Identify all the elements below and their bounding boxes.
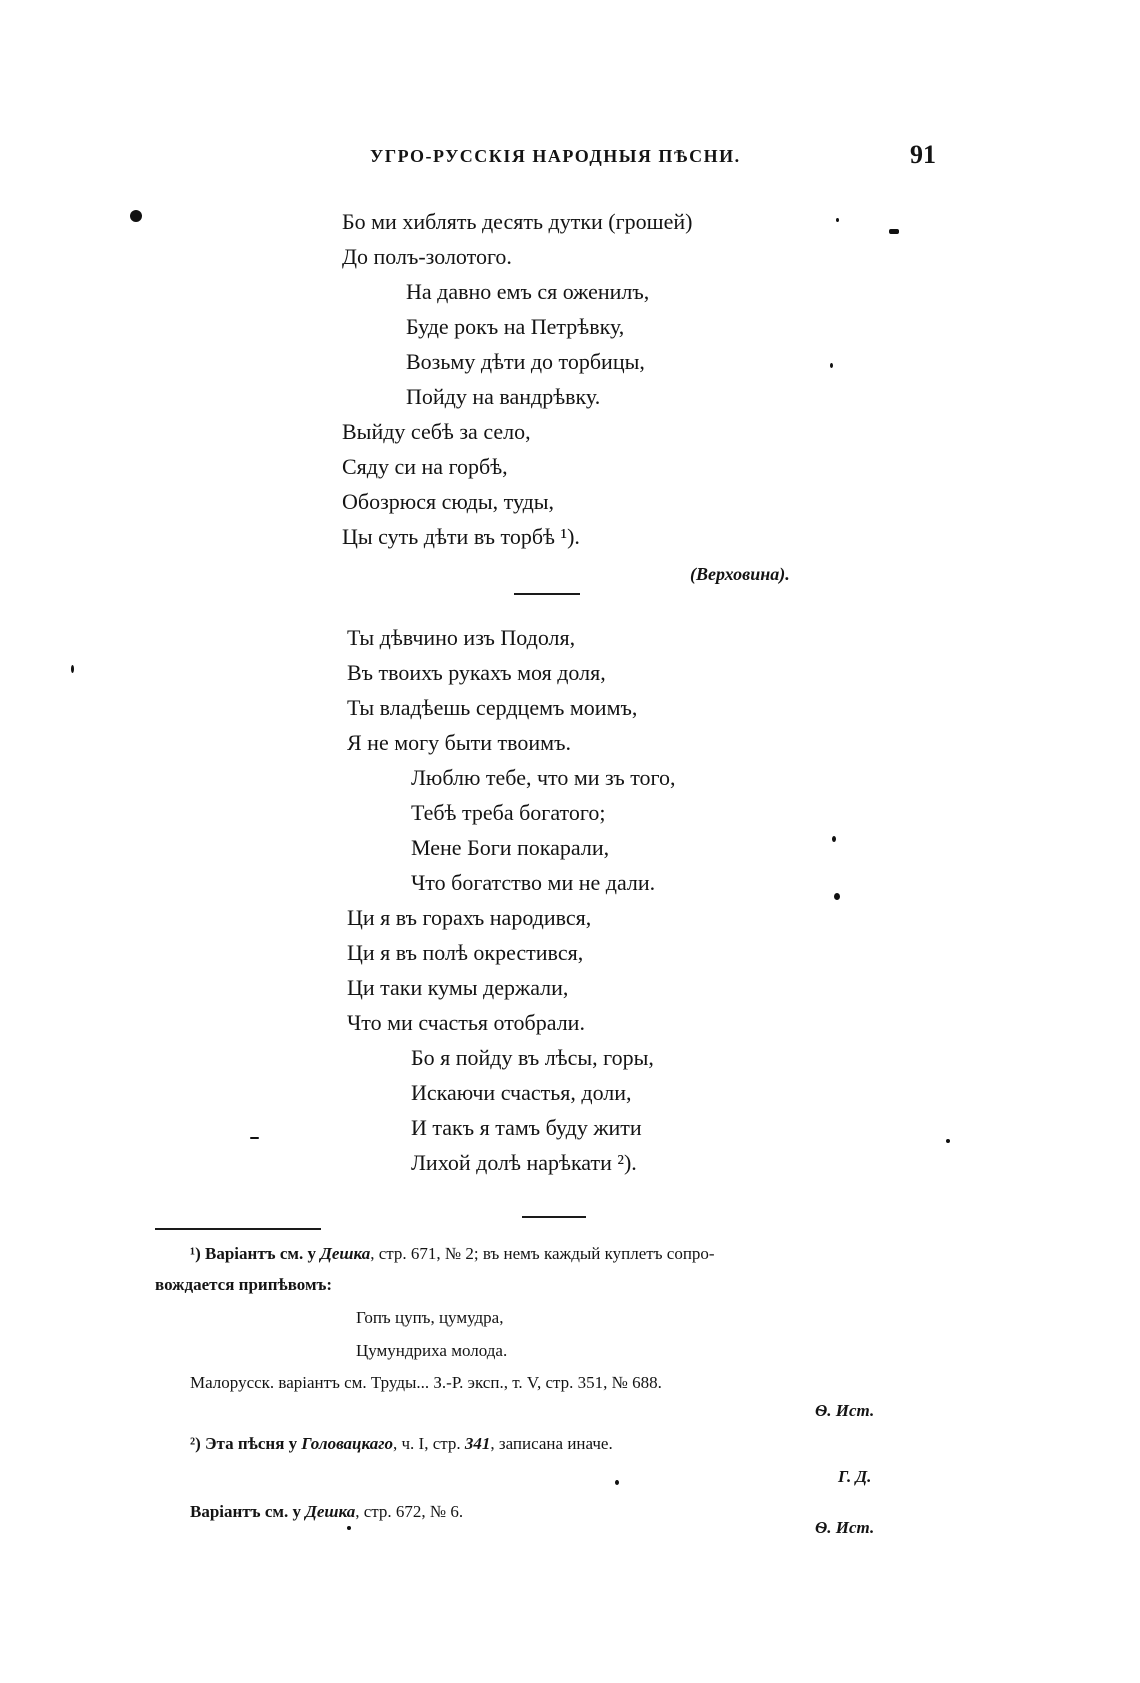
- poem2-line: Ци я въ горахъ народився,: [347, 905, 592, 930]
- poem2-line: И такъ я тамъ буду жити: [411, 1115, 642, 1140]
- footnote-3-author: Дешка: [305, 1502, 356, 1521]
- poem2-line: Люблю тебе, что ми зъ того,: [411, 765, 676, 790]
- poem-end-rule: [522, 1216, 586, 1218]
- page-number: 91: [910, 140, 936, 169]
- poem2-line: Искаючи счастья, доли,: [411, 1080, 632, 1105]
- poem1-line: Возьму дѣти до торбицы,: [406, 349, 645, 374]
- poem1-line: Бо ми хиблять десять дутки (грошей): [342, 209, 693, 234]
- footnote-2-sign: Г. Д.: [838, 1467, 872, 1486]
- footnote-1-line-2: вождается припѣвомъ:: [155, 1275, 333, 1294]
- scan-speck: [834, 893, 840, 900]
- poem1-line: Буде рокъ на Петрѣвку,: [406, 314, 625, 339]
- scan-speck: [889, 229, 899, 234]
- poem1-line: Пойду на вандрѣвку.: [406, 384, 601, 409]
- poem2-line: Бо я пойду въ лѣсы, горы,: [411, 1045, 654, 1070]
- footnote-1-text-b: , стр. 671, № 2; въ немъ каждый куплетъ сопро-: [370, 1244, 715, 1263]
- footnote-3-text-b: , стр. 672, № 6.: [355, 1502, 464, 1521]
- footnote-1-signature: [815, 1397, 874, 1425]
- poem2-line: Ци таки кумы держали,: [347, 975, 569, 1000]
- footnote-2-marker: ²): [190, 1434, 201, 1453]
- footnote-1-refrain-1: Гопъ цупъ, цумудра,: [356, 1308, 504, 1327]
- footnote-2-text-c: , записана иначе.: [490, 1434, 613, 1453]
- footnote-1-refrain-2: Цумундриха молода.: [356, 1341, 508, 1360]
- scan-speck: [250, 1137, 259, 1139]
- footnote-rule: [155, 1228, 321, 1230]
- poem2-line: Тебѣ треба богатого;: [411, 800, 606, 825]
- poem-1-source: (Верховина).: [690, 564, 790, 584]
- poem2-line: Ты владѣешь сердцемъ моимъ,: [347, 695, 638, 720]
- poem2-line: Въ твоихъ рукахъ моя доля,: [347, 660, 606, 685]
- footnote-1-line-1: [190, 1240, 715, 1268]
- footnote-2-author: Головацкаго: [301, 1434, 393, 1453]
- footnote-2-page: 341: [464, 1434, 491, 1453]
- poem2-line: Лихой долѣ нарѣкати ²).: [411, 1150, 637, 1175]
- footnote-2-line: [190, 1430, 613, 1458]
- footnote-1-marker: ¹): [190, 1244, 201, 1263]
- poem2-line: Что богатство ми не дали.: [411, 870, 656, 895]
- footnote-2-text-a: Эта пѣсня у: [205, 1434, 298, 1453]
- footnote-3-line: [190, 1498, 463, 1526]
- footnote-3-sign: Ѳ. Ист.: [815, 1518, 875, 1537]
- poem2-line: Я не могу быти твоимъ.: [347, 730, 571, 755]
- poem-separator: [514, 593, 580, 595]
- scan-speck: [832, 836, 836, 842]
- running-title: УГРО-РУССКІЯ НАРОДНЫЯ ПѢСНИ.: [370, 146, 741, 166]
- poem1-line: До полъ-золотого.: [342, 244, 512, 269]
- poem1-line: Цы суть дѣти въ торбѣ ¹).: [342, 524, 580, 549]
- footnote-3-text-a: Варіантъ см. у: [190, 1502, 301, 1521]
- footnote-1-sign: Ѳ. Ист.: [815, 1401, 875, 1420]
- scan-speck: [836, 218, 839, 222]
- footnote-2-text-b: , ч. I, стр.: [392, 1434, 461, 1453]
- poem-1: [342, 204, 692, 554]
- footnote-1-text-a: Варіантъ см. у: [205, 1244, 316, 1263]
- scan-speck: [130, 210, 142, 222]
- scan-speck: [830, 363, 833, 368]
- footnote-3-signature: [815, 1514, 874, 1542]
- footnote-1-variant: Малорусск. варіантъ см. Труды... З.-Р. эксп., т. V, стр. 351, № 688.: [190, 1373, 662, 1392]
- poem1-line: Выйду себѣ за село,: [342, 419, 531, 444]
- poem2-line: Мене Боги покарали,: [411, 835, 610, 860]
- poem2-line: Ты дѣвчино изъ Подоля,: [347, 625, 576, 650]
- footnote-2-signature: [838, 1463, 871, 1491]
- poem1-line: На давно емъ ся оженилъ,: [406, 279, 650, 304]
- scan-speck: [347, 1526, 351, 1530]
- poem1-line: Обозрюся сюды, туды,: [342, 489, 555, 514]
- poem1-line: Сяду си на горбѣ,: [342, 454, 508, 479]
- footnote-1-author: Дешка: [320, 1244, 371, 1263]
- scan-speck: [71, 665, 74, 673]
- scan-speck: [615, 1480, 619, 1485]
- poem-2: [347, 620, 676, 1180]
- poem2-line: Ци я въ полѣ окрестився,: [347, 940, 584, 965]
- poem2-line: Что ми счастья отобрали.: [347, 1010, 585, 1035]
- scan-speck: [946, 1139, 950, 1143]
